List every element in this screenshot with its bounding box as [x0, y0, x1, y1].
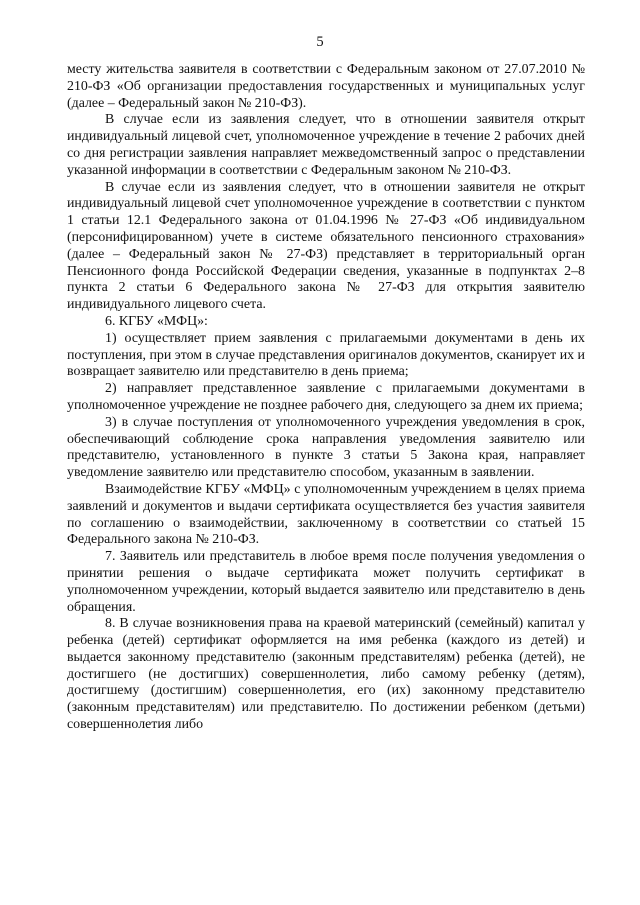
list-item-3: 3) в случае поступления от уполномоченного учреждения уведомления в срок, обеспечивающий соблюдение срока направления уведомления заявителю или представителю, установленного в пункте 3 статьи 5 Закона края, направляет уведомление заявителю или представителю способом, указанным в заявлении.: [67, 414, 585, 481]
paragraph-continuation: месту жительства заявителя в соответствии с Федеральным законом от 27.07.2010 № 210-ФЗ «Об организации предоставления государственных и муниципальных услуг (далее – Федеральный закон № 210-ФЗ).: [67, 62, 585, 111]
paragraph-no-account: В случае если из заявления следует, что в отношении заявителя не открыт индивидуальный лицевой счет уполномоченное учреждение в соответствии с пунктом 1 статьи 12.1 Федерального закона от 01.04.1996 № 27-ФЗ «Об индивидуальном (персонифицированном) учете в системе обязательного пенсионного страхования» (далее – Федеральный закон № 27-ФЗ) представляет в территориальный орган Пенсионного фонда Российской Федерации сведения, указанные в подпунктах 2–8 пункта 2 статьи 6 Федерального закона № 27-ФЗ для открытия заявителю индивидуального лицевого счета.: [67, 179, 585, 313]
page-number: 5: [316, 34, 324, 50]
list-item-2: 2) направляет представленное заявление с прилагаемыми документами в уполномоченное учреждение не позднее рабочего дня, следующего за днем их приема;: [67, 381, 585, 413]
document-body: [67, 62, 585, 734]
section-heading-mfc: 6. КГБУ «МФЦ»:: [105, 313, 208, 329]
paragraph-item-8: 8. В случае возникновения права на краевой материнский (семейный) капитал у ребенка (детей) сертификат оформляется на имя ребенка (каждого из детей) и выдается законному представителю (законным представителям) ребенка (детей), не достигшего (не достигших) совершеннолетия, либо самому ребенку (детям), достигшему (достигшим) совершеннолетия, его (их) законному представителю (законным представителям) или представителю. По достижении ребенком (детьми) совершеннолетия либо: [67, 616, 585, 733]
paragraph-interaction: Взаимодействие КГБУ «МФЦ» с уполномоченным учреждением в целях приема заявлений и документов и выдачи сертификата осуществляется без участия заявителя по соглашению о взаимодействии, заключенному в соответствии со статьей 15 Федерального закона № 210-ФЗ.: [67, 481, 585, 548]
paragraph-open-account: В случае если из заявления следует, что в отношении заявителя открыт индивидуальный лицевой счет, уполномоченное учреждение в течение 2 рабочих дней со дня регистрации заявления направляет межведомственный запрос о представлении указанной информации в соответствии с Федеральным законом № 210-ФЗ.: [67, 112, 585, 178]
paragraph-item-7: 7. Заявитель или представитель в любое время после получения уведомления о принятии решения о выдаче сертификата может получить сертификат в уполномоченном учреждении, который выдается заявителю или представителю в день обращения.: [67, 549, 585, 615]
list-item-1: 1) осуществляет прием заявления с прилагаемыми документами в день их поступления, при этом в случае представления оригиналов документов, сканирует их и возвращает заявителю или представителю в день приема;: [67, 330, 585, 380]
